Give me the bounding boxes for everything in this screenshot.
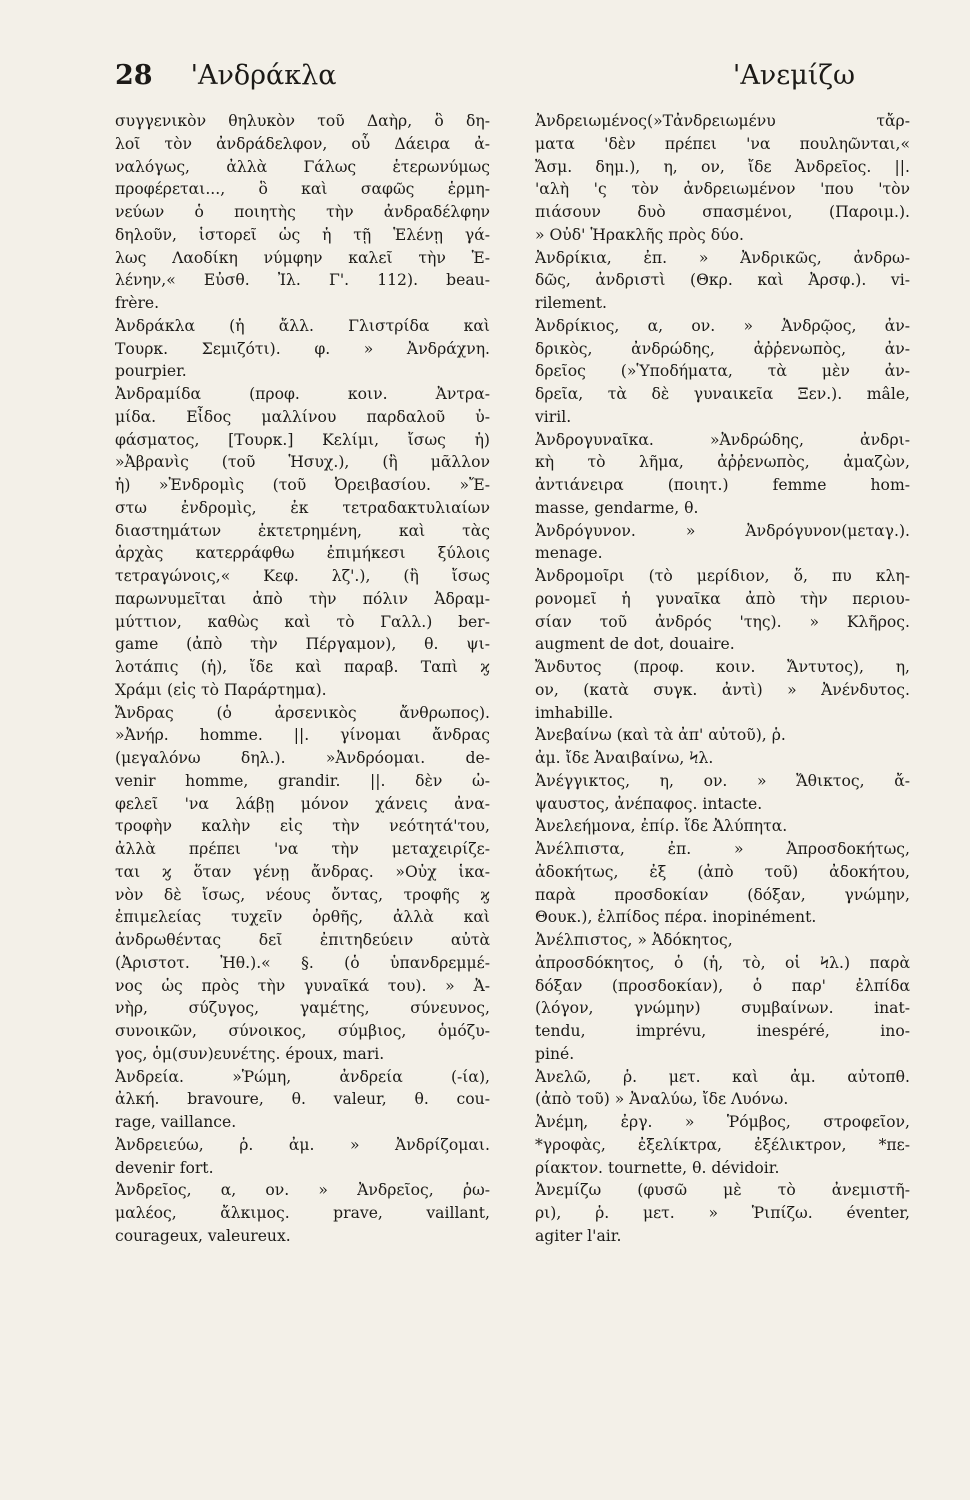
text-line: Τουρκ. Σεμιζότι). φ. » Ἀνδράχνη. <box>115 339 490 358</box>
text-line: τετραγώνοις,« Κεφ. λζ'.), (ἢ ἴσως <box>115 567 490 585</box>
text-line: pourpier. <box>115 362 187 381</box>
text-line: Ἀνεβαίνω (καὶ τὰ ἀπ' αὐτοῦ), ῥ. <box>535 726 786 745</box>
text-line: πιάσουν δυὸ σπασμένοι, (Παροιμ.). <box>535 203 910 221</box>
text-line: » Οὐδ' Ἡρακλῆς πρὸς δύο. <box>535 225 744 244</box>
text-line: Ἀνελεήμονα, ἐπίρ. ἴδε Ἀλύπητα. <box>535 817 788 836</box>
text-line: προφέρεται..., ὃ καὶ σαφῶς ἑρμη- <box>115 180 490 199</box>
text-line: ται ϗ ὅταν γένῃ ἄνδρας. »Οὐχ ἱκα- <box>115 862 490 881</box>
text-line: agiter l'air. <box>535 1226 622 1245</box>
text-line: ρίακτον. tournette, θ. dévidoir. <box>535 1158 780 1177</box>
text-line: μύττιον, καθὼς καὶ τὸ Γαλλ.) ber- <box>115 612 490 631</box>
text-line: φάσματος, [Τουρκ.] Κελίμι, ἴσως ἡ) <box>115 430 490 449</box>
text-line: Ἀνδρογυναῖκα. »Ἀνδρώδης, ἀνδρι- <box>535 430 910 449</box>
text-line: λοῖ τὸν ἀνδράδελφον, οὗ Δάειρα ἀ- <box>115 134 490 153</box>
text-line: νὸν δὲ ἴσως, νέους ὄντας, τροφῆς ϗ <box>115 885 490 904</box>
text-line: ματα 'δὲν πρέπει 'να πουληῶνται,« <box>535 134 910 153</box>
text-line: ἐπιμελείας τυχεῖν ὀρθῆς, ἀλλὰ καὶ <box>115 908 490 927</box>
text-line: φελεῖ 'να λάβῃ μόνον χάνεις ἀνα- <box>115 794 490 813</box>
text-line: νος ὡς πρὸς τὴν γυναῖκά του). » Ἀ- <box>115 976 490 995</box>
text-line: ἀνδρωθέντας δεῖ ἐπιτηδεύειν αὐτὰ <box>115 931 490 949</box>
text-line: imhabille. <box>535 703 614 722</box>
text-line: ον, (κατὰ συγκ. ἀντὶ) » Ἀνένδυτος. <box>535 680 910 699</box>
text-line: δρικὸς, ἀνδρώδης, ἀῤῥενωπὸς, ἀν- <box>535 339 910 358</box>
text-line: (μεγαλόνω δηλ.). »Ἀνδρόομαι. de- <box>115 749 490 767</box>
text-line: 'αλὴ 'ς τὸν ἀνδρειωμένον 'που 'τὸν <box>535 180 910 199</box>
text-line: Ἀνέλπιστος, » Ἀδόκητος, <box>535 931 733 949</box>
text-line: δρεῖος (»Ὑποδήματα, τὰ μὲν ἀν- <box>535 362 910 381</box>
text-line: viril. <box>535 407 572 426</box>
text-line: Ἄνδρας (ὁ ἀρσενικὸς ἄνθρωπος). <box>115 703 490 722</box>
text-line: Ἀνδρεία. »Ῥώμη, ἀνδρεία (-ία), <box>115 1067 490 1086</box>
text-line: rilement. <box>535 294 607 312</box>
text-line: κὴ τὸ λῆμα, ἀῤῥενωπὸς, ἀμαζὼν, <box>535 453 910 472</box>
text-line: menage. <box>535 544 603 563</box>
text-line: σίαν τοῦ ἀνδρός 'της). » Κλῆρος. <box>535 612 910 631</box>
text-line: Ἀνέγγικτος, η, ον. » Ἄθικτος, ἄ- <box>535 771 910 790</box>
text-line: διαστημάτων ἐκτετρημένη, καὶ τὰς <box>115 521 490 540</box>
text-line: Ἀνδρίκια, ἐπ. » Ἀνδρικῶς, ἀνδρω- <box>535 248 910 267</box>
text-line: Ἀνδρειωμένος(»Τἀνδρειωμένυ τἄρ- <box>535 112 910 130</box>
right-column <box>535 110 910 1248</box>
text-line: tendu, imprévu, inespéré, ino- <box>535 1022 910 1040</box>
text-line: (λόγον, γνώμην) συμβαίνων. inat- <box>535 999 910 1018</box>
text-line: Ἀνδρίκιος, α, ον. » Ἀνδρῷος, ἀν- <box>535 316 910 335</box>
right-headword: 'Ανεμίζω <box>732 59 855 91</box>
page-number: 28 <box>115 59 153 91</box>
text-line: μίδα. Εἶδος μαλλίνου παρδαλοῦ ὑ- <box>115 407 490 426</box>
text-line: piné. <box>535 1044 575 1063</box>
text-line: Θουκ.), ἐλπίδος πέρα. inopinément. <box>535 908 817 927</box>
text-line: στω ἐνδρομὶς, ἐκ τετραδακτυλιαίων <box>115 498 490 517</box>
text-line: λοτάπις (ἡ), ἴδε καὶ παραβ. Ταπὶ ϗ <box>115 658 490 676</box>
left-column <box>115 110 490 1248</box>
text-line: γος, ὁμ(συν)ευνέτης. époux, mari. <box>115 1044 385 1063</box>
text-line: ἀλκή. bravoure, θ. valeur, θ. cou- <box>115 1090 490 1109</box>
text-line: rage, vaillance. <box>115 1113 237 1131</box>
text-line: courageux, valeureux. <box>115 1226 291 1245</box>
text-line: ἀλλὰ πρέπει 'να τὴν μεταχειρίζε- <box>115 840 490 858</box>
text-line: λως Λαοδίκη νύμφην καλεῖ τὴν Ἑ- <box>115 248 490 267</box>
text-line: game (ἀπὸ τὴν Πέργαμον), θ. ψι- <box>115 635 490 654</box>
text-line: Χράμι (εἰς τὸ Παράρτημα). <box>115 680 327 699</box>
text-line: δόξαν (προσδοκίαν), ὁ παρ' ἐλπίδα <box>535 976 910 995</box>
text-line: frère. <box>115 294 160 312</box>
text-line: λένην,« Εὐσθ. Ἰλ. Γ'. 112). beau- <box>115 271 490 290</box>
text-line: Ἀνελῶ, ῥ. μετ. καὶ ἀμ. αὐτοπθ. <box>535 1067 910 1086</box>
text-line: Ἀνδράκλα (ἡ ἄλλ. Γλιστρίδα καὶ <box>115 316 490 335</box>
text-line: ψαυστος, ἀνέπαφος. intacte. <box>535 794 763 813</box>
text-line: συνοικῶν, σύνοικος, σύμβιος, ὁμόζυ- <box>115 1022 490 1040</box>
text-line: ρονομεῖ ἡ γυναῖκα ἀπὸ τὴν περιου- <box>535 589 910 608</box>
text-line: παρὰ προσδοκίαν (δόξαν, γνώμην, <box>535 885 910 904</box>
text-line: devenir fort. <box>115 1158 214 1177</box>
text-line: Ἀνδρεῖος, α, ον. » Ἀνδρεῖος, ῥω- <box>115 1181 490 1200</box>
text-line: Ἀνέμη, ἐργ. » Ῥόμβος, στροφεῖον, <box>535 1113 910 1131</box>
text-line: »Ἀνήρ. homme. ||. γίνομαι ἄνδρας <box>115 726 490 745</box>
text-line: Ἄνδυτος (προφ. κοιν. Ἄντυτος), η, <box>535 658 910 676</box>
text-line: ἀδοκήτως, ἐξ (ἀπὸ τοῦ) ἀδοκήτου, <box>535 862 910 881</box>
text-line: νεύων ὁ ποιητὴς τὴν ἀνδραδέλφην <box>115 203 490 221</box>
text-line: συγγενικὸν θηλυκὸν τοῦ Δαὴρ, ὃ δη- <box>115 112 490 130</box>
left-headword: 'Ανδράκλα <box>190 59 337 91</box>
text-line: ἀπροσδόκητος, ὁ (ἡ, τὸ, οἱ Ϟλ.) παρὰ <box>535 953 910 972</box>
text-line: δρεῖα, τὰ δὲ γυναικεῖα Ξεν.). mâle, <box>535 385 910 403</box>
text-line: ἀμ. ἴδε Ἀναιβαίνω, Ϟλ. <box>535 749 714 767</box>
text-line: Ἄσμ. δημ.), η, ον, ἴδε Ἀνδρεῖος. ||. <box>535 157 910 176</box>
text-line: τροφὴν καλὴν εἰς τὴν νεότητά'του, <box>115 817 490 836</box>
text-line: *γροφὰς, ἐξελίκτρα, ἐξέλικτρον, *πε- <box>535 1135 910 1154</box>
text-line: ναλόγως, ἀλλὰ Γάλως ἑτερωνύμως <box>115 157 490 176</box>
page-header <box>115 50 855 100</box>
text-line: δῶς, ἀνδριστὶ (Θκρ. καὶ Ἀρσφ.). vi- <box>535 271 910 290</box>
text-line: Ἀνέλπιστα, ἐπ. » Ἀπροσδοκήτως, <box>535 840 910 858</box>
text-line: augment de dot, douaire. <box>535 635 735 654</box>
text-line: νὴρ, σύζυγος, γαμέτης, σύνευνος, <box>115 999 490 1018</box>
text-line: ἀρχὰς κατερράφθω ἐπιμήκεσι ξύλοις <box>115 544 490 563</box>
text-line: Ἀνδραμίδα (προφ. κοιν. Ἀντρα- <box>115 385 490 403</box>
text-line: ἀντιάνειρα (ποιητ.) femme hom- <box>535 476 910 494</box>
text-line: (Ἀριστοτ. Ἠθ.).« §. (ὁ ὑπανδρεμμέ- <box>115 953 490 972</box>
text-line: δηλοῦν, ἱστορεῖ ὡς ἡ τῇ Ἑλένῃ γά- <box>115 225 490 244</box>
text-line: »Ἀβρανὶς (τοῦ Ἡσυχ.), (ἢ μᾶλλον <box>115 453 490 472</box>
text-line: Ἀνδρομοῖρι (τὸ μερίδιον, ὅ, πυ κλη- <box>535 567 910 585</box>
text-line: Ἀνδρόγυνον. » Ἀνδρόγυνον(μεταγ.). <box>535 521 910 540</box>
text-line: Ἀνδρειεύω, ῥ. ἀμ. » Ἀνδρίζομαι. <box>115 1135 490 1154</box>
text-line: Ἀνεμίζω (φυσῶ μὲ τὸ ἀνεμιστῆ- <box>535 1181 910 1200</box>
text-line: (ἀπὸ τοῦ) » Ἀναλύω, ἴδε Λυόνω. <box>535 1090 789 1109</box>
text-line: venir homme, grandir. ||. δὲν ὠ- <box>115 771 490 790</box>
text-line: ρι), ῥ. μετ. » Ῥιπίζω. éventer, <box>535 1204 910 1222</box>
text-line: masse, gendarme, θ. <box>535 498 699 517</box>
text-line: ἡ) »Ἐνδρομὶς (τοῦ Ὀρειβασίου. »Ἔ- <box>115 476 490 494</box>
text-line: παρωνυμεῖται ἀπὸ τὴν πόλιν Ἀδραμ- <box>115 589 490 608</box>
text-line: μαλέος, ἄλκιμος. prave, vaillant, <box>115 1204 490 1222</box>
